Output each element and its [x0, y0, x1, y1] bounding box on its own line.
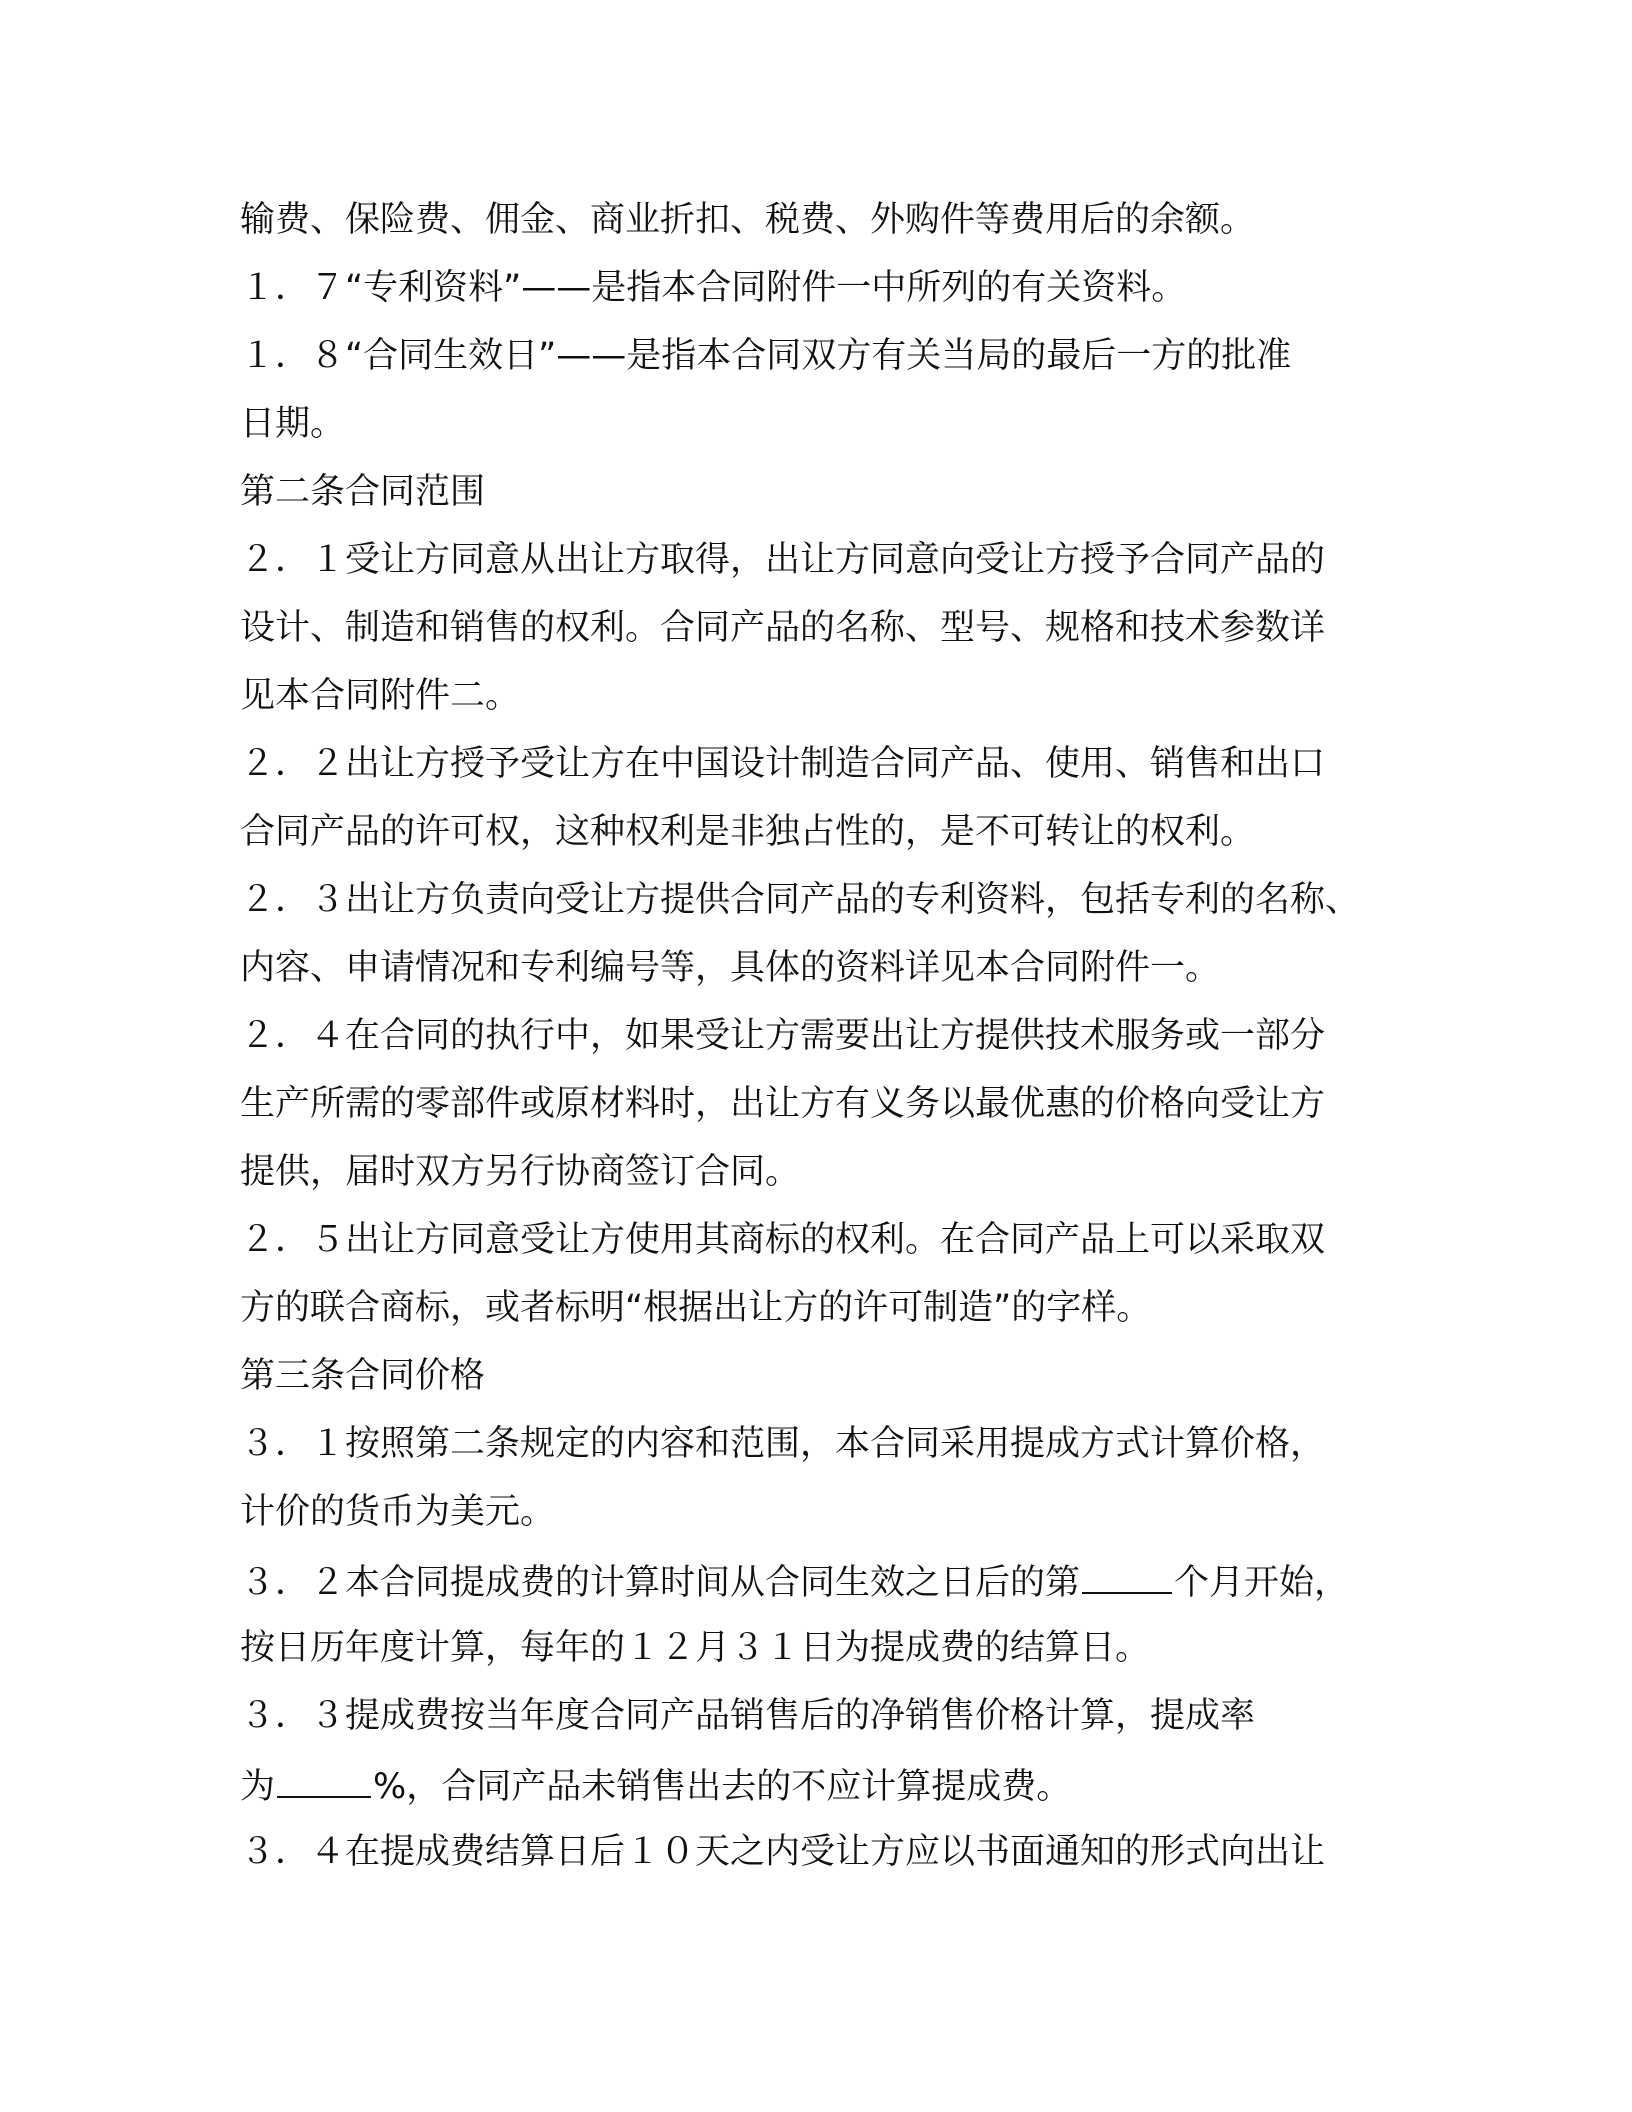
- fill-in-blank[interactable]: [1082, 1546, 1172, 1594]
- text-line: 按日历年度计算，每年的１２月３１日为提成费的结算日。: [240, 1628, 1151, 1668]
- text-line: 合同产品的许可权，这种权利是非独占性的，是不可转让的权利。: [240, 812, 1256, 852]
- fill-in-blank[interactable]: [277, 1750, 371, 1798]
- text-line: １．８“合同生效日”——是指本合同双方有关当局的最后一方的批准: [240, 336, 1292, 376]
- section-heading: 第二条合同范围: [240, 472, 486, 512]
- text-line: 日期。: [240, 404, 346, 444]
- text-line-with-blank: [240, 1750, 1400, 1818]
- text-line-with-blank: [240, 1546, 1400, 1614]
- text-line: ３．３提成费按当年度合同产品销售后的净销售价格计算，提成率: [240, 1696, 1256, 1736]
- text-segment: ３．２本合同提成费的计算时间从合同生效之日后的第: [240, 1563, 1081, 1603]
- text-line: ２．１受让方同意从出让方取得，出让方同意向受让方授予合同产品的: [240, 540, 1326, 580]
- section-heading: 第三条合同价格: [240, 1356, 486, 1396]
- text-segment: 为: [240, 1767, 276, 1807]
- text-line: ２．５出让方同意受让方使用其商标的权利。在合同产品上可以采取双: [240, 1220, 1326, 1260]
- text-line: ２．２出让方授予受让方在中国设计制造合同产品、使用、销售和出口: [240, 744, 1326, 784]
- text-line: ２．３出让方负责向受让方提供合同产品的专利资料，包括专利的名称、: [240, 880, 1361, 920]
- text-line: 设计、制造和销售的权利。合同产品的名称、型号、规格和技术参数详: [240, 608, 1326, 648]
- text-segment: %，合同产品未销售出去的不应计算提成费。: [373, 1767, 1072, 1807]
- text-line: 内容、申请情况和专利编号等，具体的资料详见本合同附件一。: [240, 948, 1221, 988]
- text-line: 方的联合商标，或者标明“根据出让方的许可制造”的字样。: [240, 1288, 1152, 1328]
- text-line: 输费、保险费、佣金、商业折扣、税费、外购件等费用后的余额。: [240, 200, 1256, 240]
- text-line: １．７“专利资料”——是指本合同附件一中所列的有关资料。: [240, 268, 1187, 308]
- text-line: ３．１按照第二条规定的内容和范围，本合同采用提成方式计算价格，: [240, 1424, 1326, 1464]
- document-body: [240, 186, 1400, 1886]
- text-line: 提供，届时双方另行协商签订合同。: [240, 1152, 801, 1192]
- text-line: ３．４在提成费结算日后１０天之内受让方应以书面通知的形式向出让: [240, 1832, 1326, 1872]
- text-line: 见本合同附件二。: [240, 676, 521, 716]
- text-segment: 个月开始，: [1174, 1563, 1350, 1603]
- text-line: 计价的货币为美元。: [240, 1492, 556, 1532]
- text-line: ２．４在合同的执行中，如果受让方需要出让方提供技术服务或一部分: [240, 1016, 1326, 1056]
- text-line: 生产所需的零部件或原材料时，出让方有义务以最优惠的价格向受让方: [240, 1084, 1326, 1124]
